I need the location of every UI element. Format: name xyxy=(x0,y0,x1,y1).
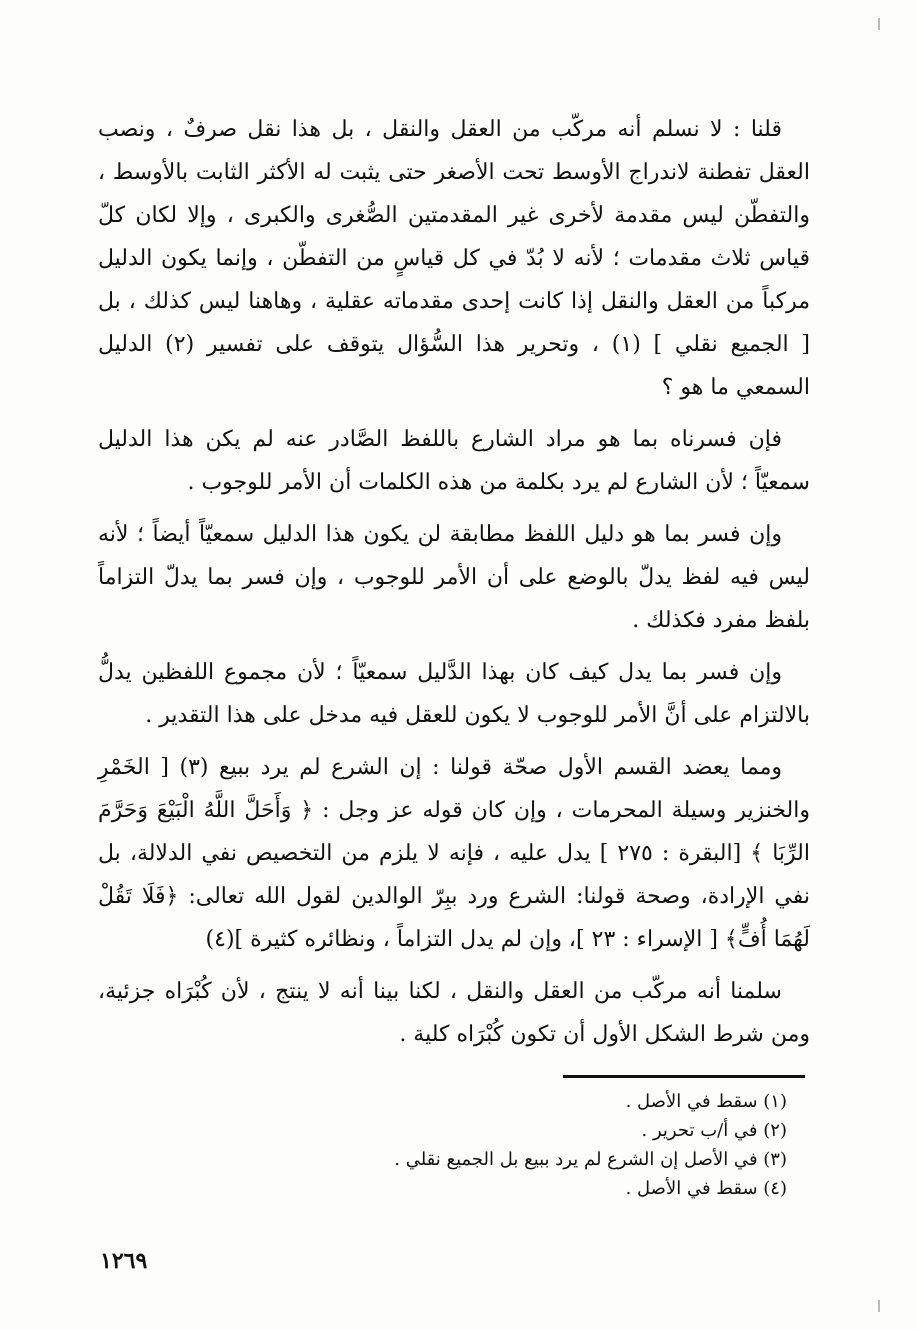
page-number: ١٢٦٩ xyxy=(100,1248,148,1274)
footnote-1: (١) سقط في الأصل . xyxy=(625,1091,787,1112)
paragraph-2: فإن فسرناه بما هو مراد الشارع باللفظ الصَّادر عنه لم يكن هذا الدليل سمعيّاً ؛ لأن الشارع لم يرد بكلمة من هذه الكلمات أن الأمر للوجوب . xyxy=(98,427,810,495)
scan-edge-mark-top xyxy=(878,18,880,30)
paragraph-1: قلنا : لا نسلم أنه مركّب من العقل والنقل ، بل هذا نقل صرفٌ ، ونصب العقل تفطنة لاندراج الأوسط تحت الأصغر حتى يثبت له الأكثر الثابت بالأوسط ، والتفطّن ليس مقدمة لأخرى غير المقدمتين الصُّغرى والكبرى ، وإلا لكان كلّ قياس ثلاث مقدمات ؛ لأنه لا بُدّ في كل قياسٍ من التفطّن ، وإنما يكون الدليل مركباً من العقل والنقل إذا كانت إحدى مقدماته عقلية ، وهاهنا ليس كذلك ، بل [ الجميع نقلي ] (١) ، وتحرير هذا السُّؤال يتوقف على تفسير (٢) الدليل السمعي ما هو ؟ xyxy=(98,117,811,400)
paragraph-6: سلمنا أنه مركّب من العقل والنقل ، لكنا بينا أنه لا ينتج ، لأن كُبْرَاه جزئية، ومن شرط الشكل الأول أن تكون كُبْرَاه كلية . xyxy=(98,979,810,1047)
scan-edge-mark-bottom xyxy=(878,1300,880,1312)
paragraph-5: ومما يعضد القسم الأول صحّة قولنا : إن الشرع لم يرد ببيع (٣) [ الخَمْرِ والخنزير وسيلة المحرمات ، وإن كان قوله عز وجل : ﴿ وَأَحَلَّ اللَّهُ الْبَيْعَ وَحَرَّمَ الرِّبَا ﴾ [البقرة : ٢٧٥ ] يدل عليه ، فإنه لا يلزم من التخصيص نفي الدلالة، بل نفي الإرادة، وصحة قولنا: الشرع ورد ببِرّ الوالدين لقول الله تعالى: ﴿فَلَا تَقُلْ لَهُمَا أُفٍّ﴾ [ الإسراء : ٢٣ ]، وإن لم يدل التزاماً ، ونظائره كثيرة ](٤) xyxy=(98,755,811,952)
footnote-4: (٤) سقط في الأصل . xyxy=(625,1178,787,1199)
footnotes xyxy=(300,1087,787,1203)
main-text xyxy=(98,108,810,1065)
footnote-separator xyxy=(563,1075,805,1078)
paragraph-4: وإن فسر بما يدل كيف كان بهذا الدَّليل سمعيّاً ؛ لأن مجموع اللفظين يدلُّ بالالتزام على أنَّ الأمر للوجوب لا يكون للعقل فيه مدخل على هذا التقدير . xyxy=(98,660,810,728)
paragraph-3: وإن فسر بما هو دليل اللفظ مطابقة لن يكون هذا الدليل سمعيّاً أيضاً ؛ لأنه ليس فيه لفظ يدلّ بالوضع على أن الأمر للوجوب ، وإن فسر بما يدلّ التزاماً بلفظ مفرد فكذلك . xyxy=(98,522,810,633)
footnote-2: (٢) في أ/ب تحرير . xyxy=(641,1120,787,1141)
footnote-3: (٣) في الأصل إن الشرع لم يرد ببيع بل الجميع نقلي . xyxy=(394,1149,787,1170)
